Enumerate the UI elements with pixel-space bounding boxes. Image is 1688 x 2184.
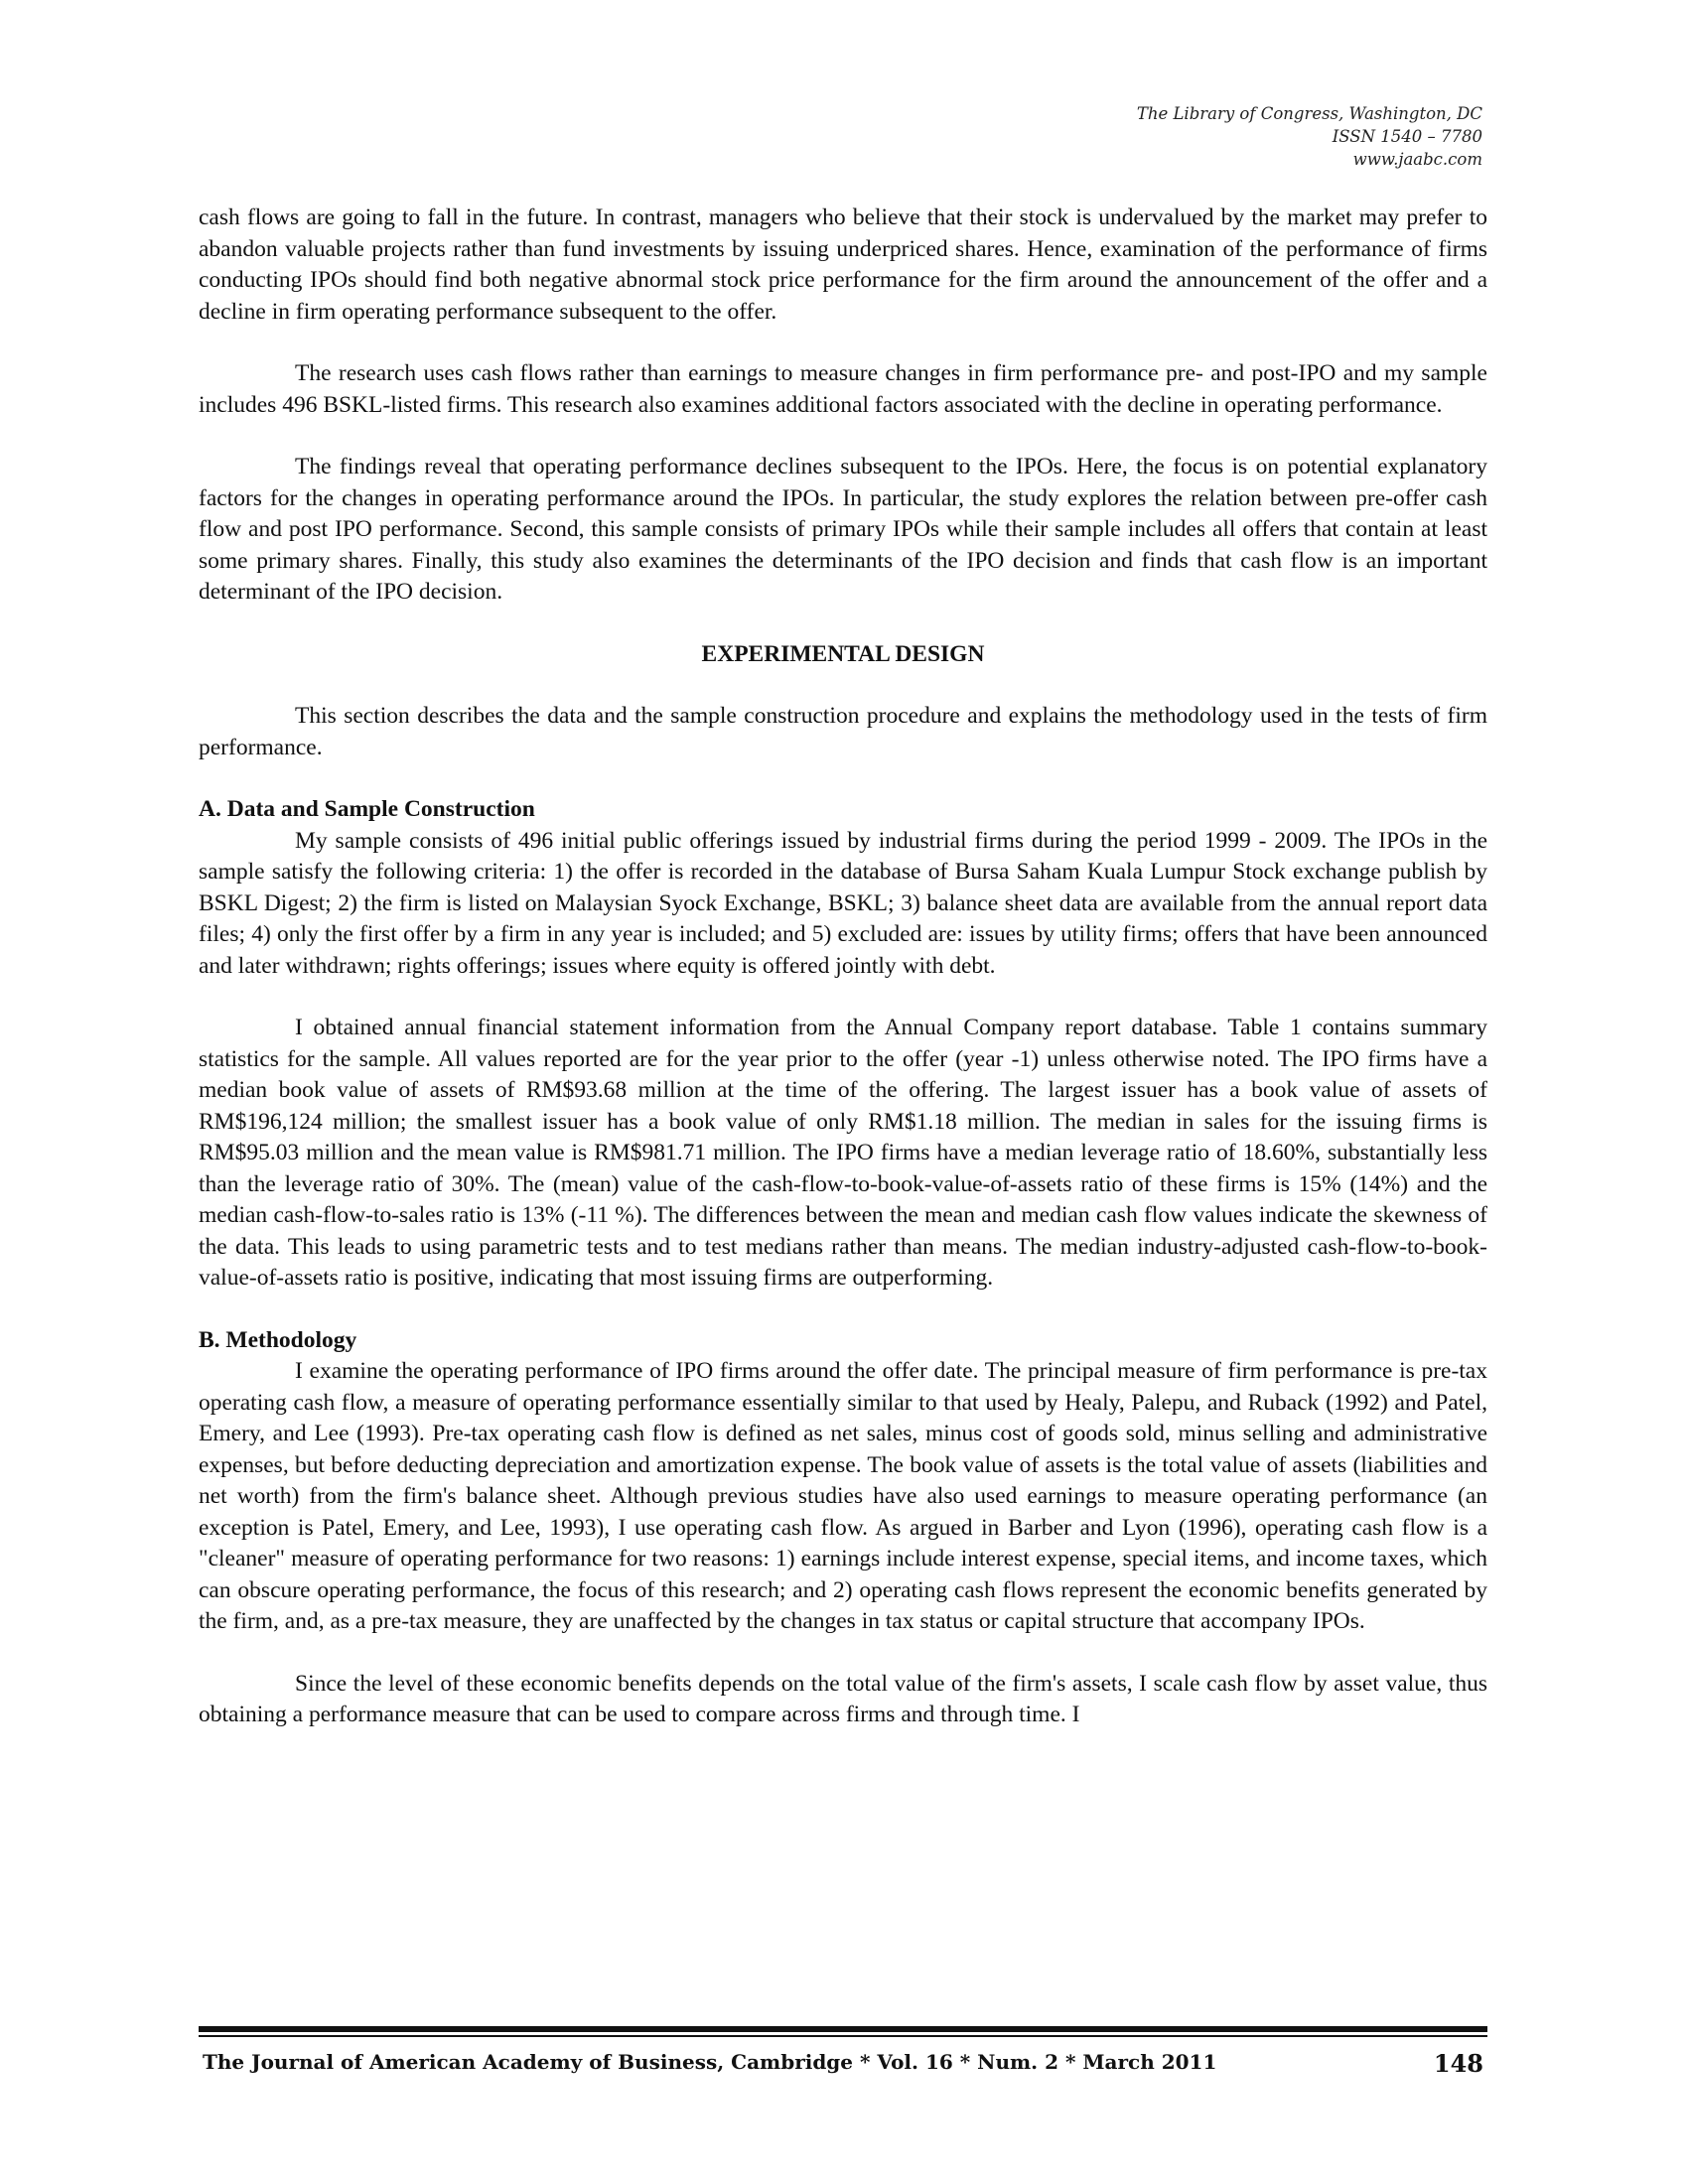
paragraph: Since the level of these economic benefits depends on the total value of the firm's assets, I scale cash flow by asset value, thus obtaining a performance measure that can be used to compare across firms and through time. I [199, 1670, 1487, 1727]
paragraph: cash flows are going to fall in the future. In contrast, managers who believe that their stock is undervalued by the market may prefer to abandon valuable projects rather than fund investments by issuing underpriced shares. Hence, examination of the performance of firms conducting IPOs should find both negative abnormal stock price performance for the firm around the announcement of the offer and a decline in firm operating performance subsequent to the offer. [199, 205, 1487, 325]
header-line-issn: ISSN 1540 – 7780 [1332, 127, 1482, 146]
article-body [199, 203, 1487, 1731]
paragraph: I obtained annual financial statement information from the Annual Company report database. Table 1 contains summary statistics for the sample. All values reported are for the year prior to the offer (year -1) unless otherwise noted. The IPO firms have a median book value of assets of RM$93.68 million at the time of the offering. The largest issuer has a book value of assets of RM$196,124 million; the smallest issuer has a book value of only RM$1.18 million. The median in sales for the issuing firms is RM$95.03 million and the mean value is RM$981.71 million. The IPO firms have a median leverage ratio of 18.60%, substantially less than the leverage ratio of 30%. The (mean) value of the cash-flow-to-book-value-of-assets ratio of these firms is 15% (14%) and the median cash-flow-to-sales ratio is 13% (-11 %). The differences between the mean and median cash flow values indicate the skewness of the data. This leads to using parametric tests and to test medians rather than means. The median industry-adjusted cash-flow-to-book-value-of-assets ratio is positive, indicating that most issuing firms are outperforming. [199, 1015, 1487, 1291]
paragraph: My sample consists of 496 initial public offerings issued by industrial firms during the period 1999 - 2009. The IPOs in the sample satisfy the following criteria: 1) the offer is recorded in the database of Bursa Saham Kuala Lumpur Stock exchange publish by BSKL Digest; 2) the firm is listed on Malaysian Syock Exchange, BSKL; 3) balance sheet data are available from the annual report data files; 4) only the first offer by a firm in any year is included; and 5) excluded are: issues by utility firms; offers that have been announced and later withdrawn; rights offerings; issues where equity is offered jointly with debt. [199, 827, 1487, 979]
paragraph: The research uses cash flows rather than earnings to measure changes in firm performance pre- and post-IPO and my sample includes 496 BSKL-listed firms. This research also examines additional factors associated with the decline in operating performance. [199, 360, 1487, 418]
page-number: 148 [1433, 2049, 1483, 2078]
section-heading: EXPERIMENTAL DESIGN [701, 640, 985, 667]
header-line-url: www.jaabc.com [1352, 150, 1482, 169]
header-line-library: The Library of Congress, Washington, DC [1136, 104, 1482, 123]
footer-journal: The Journal of American Academy of Business, Cambridge * Vol. 16 * Num. 2 * March 2011 [203, 2050, 1217, 2074]
paragraph: I examine the operating performance of IPO firms around the offer date. The principal measure of firm performance is pre-tax operating cash flow, a measure of operating performance essentially similar to that used by Healy, Palepu, and Ruback (1992) and Patel, Emery, and Lee (1993). Pre-tax operating cash flow is defined as net sales, minus cost of goods sold, minus selling and administrative expenses, but before deducting depreciation and amortization expense. The book value of assets is the total value of assets (liabilities and net worth) from the firm's balance sheet. Although previous studies have also used earnings to measure operating performance (an exception is Patel, Emery, and Lee, 1993), I use operating cash flow. As argued in Barber and Lyon (1996), operating cash flow is a "cleaner" measure of operating performance for two reasons: 1) earnings include interest expense, special items, and income taxes, which can obscure operating performance, the focus of this research; and 2) operating cash flows represent the economic benefits generated by the firm, and, as a pre-tax measure, they are unaffected by the changes in tax status or capital structure that accompany IPOs. [199, 1358, 1487, 1634]
header [1137, 102, 1482, 171]
paragraph: This section describes the data and the sample construction procedure and explains the methodology used in the tests of firm performance. [199, 703, 1487, 760]
subsection-heading: B. Methodology [199, 1326, 357, 1353]
footer-rule-thin [199, 2035, 1487, 2037]
footer-rule [199, 2026, 1487, 2032]
paragraph: The findings reveal that operating performance declines subsequent to the IPOs. Here, the focus is on potential explanatory factors for the changes in operating performance around the IPOs. In particular, the study explores the relation between pre-offer cash flow and post IPO performance. Second, this sample consists of primary IPOs while their sample includes all offers that contain at least some primary shares. Finally, this study also examines the determinants of the IPO decision and finds that cash flow is an important determinant of the IPO decision. [199, 454, 1487, 605]
subsection-heading: A. Data and Sample Construction [199, 796, 535, 822]
